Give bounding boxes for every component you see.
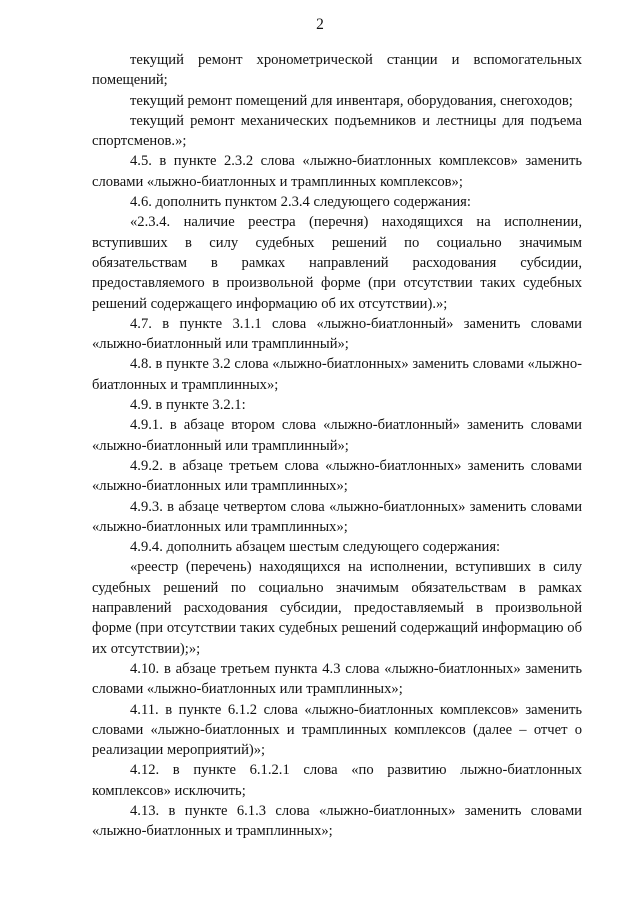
document-body <box>92 50 582 842</box>
paragraph-4-10: 4.10. в абзаце третьем пункта 4.3 слова «лыжно-биатлонных» заменить словами «лыжно-биатлонных или трамплинных»; <box>92 660 582 698</box>
paragraph-4-9-4: 4.9.4. дополнить абзацем шестым следующего содержания: <box>130 539 501 556</box>
paragraph-4-5: 4.5. в пункте 2.3.2 слова «лыжно-биатлонных комплексов» заменить словами «лыжно-биатлонных и трамплинных комплексов»; <box>92 153 582 190</box>
paragraph-4-9-1: 4.9.1. в абзаце втором слова «лыжно-биатлонный» заменить словами «лыжно-биатлонный или трамплинный»; <box>92 417 582 454</box>
paragraph-2-3-4-quote: «2.3.4. наличие реестра (перечня) находящихся на исполнении, вступивших в силу судебных решений по социально значимым обязательствам в рамках направлений расходования субсидии, предоставляемого в произвольной форме (при отсутствии таких судебных решений содержащего информацию об их отсутствии).»; <box>92 214 582 312</box>
paragraph-3: текущий ремонт механических подъемников и лестницы для подъема спортсменов.»; <box>92 112 582 150</box>
paragraph-4-8: 4.8. в пункте 3.2 слова «лыжно-биатлонных» заменить словами «лыжно-биатлонных и трамплинных»; <box>92 356 582 393</box>
paragraph-4-9-2: 4.9.2. в абзаце третьем слова «лыжно-биатлонных» заменить словами «лыжно-биатлонных или трамплинных»; <box>92 457 582 495</box>
paragraph-4-12: 4.12. в пункте 6.1.2.1 слова «по развитию лыжно-биатлонных комплексов» исключить; <box>92 762 582 799</box>
paragraph-4-11: 4.11. в пункте 6.1.2 слова «лыжно-биатлонных комплексов» заменить словами «лыжно-биатлонных и трамплинных комплексов (далее – отчет о реализации мероприятий)»; <box>92 701 582 759</box>
paragraph-4-7: 4.7. в пункте 3.1.1 слова «лыжно-биатлонный» заменить словами «лыжно-биатлонный или трамплинный»; <box>92 315 582 353</box>
page-number: 2 <box>316 16 324 33</box>
paragraph-4-9: 4.9. в пункте 3.2.1: <box>130 397 246 414</box>
paragraph-4-13: 4.13. в пункте 6.1.3 слова «лыжно-биатлонных» заменить словами «лыжно-биатлонных и трамплинных»; <box>92 802 582 840</box>
paragraph-4-9-3: 4.9.3. в абзаце четвертом слова «лыжно-биатлонных» заменить словами «лыжно-биатлонных или трамплинных»; <box>92 498 582 535</box>
paragraph-4-6: 4.6. дополнить пунктом 2.3.4 следующего содержания: <box>130 194 471 211</box>
paragraph-1: текущий ремонт хронометрической станции и вспомогательных помещений; <box>92 52 582 89</box>
paragraph-registry-quote: «реестр (перечень) находящихся на исполнении, вступивших в силу судебных решений по социально значимым обязательствам в рамках направлений расходования субсидии, предоставляемый в произвольной форме (при отсутствии таких судебных решений содержащий информацию об их отсутствии);»; <box>92 559 582 657</box>
paragraph-2: текущий ремонт помещений для инвентаря, оборудования, снегоходов; <box>130 92 573 109</box>
